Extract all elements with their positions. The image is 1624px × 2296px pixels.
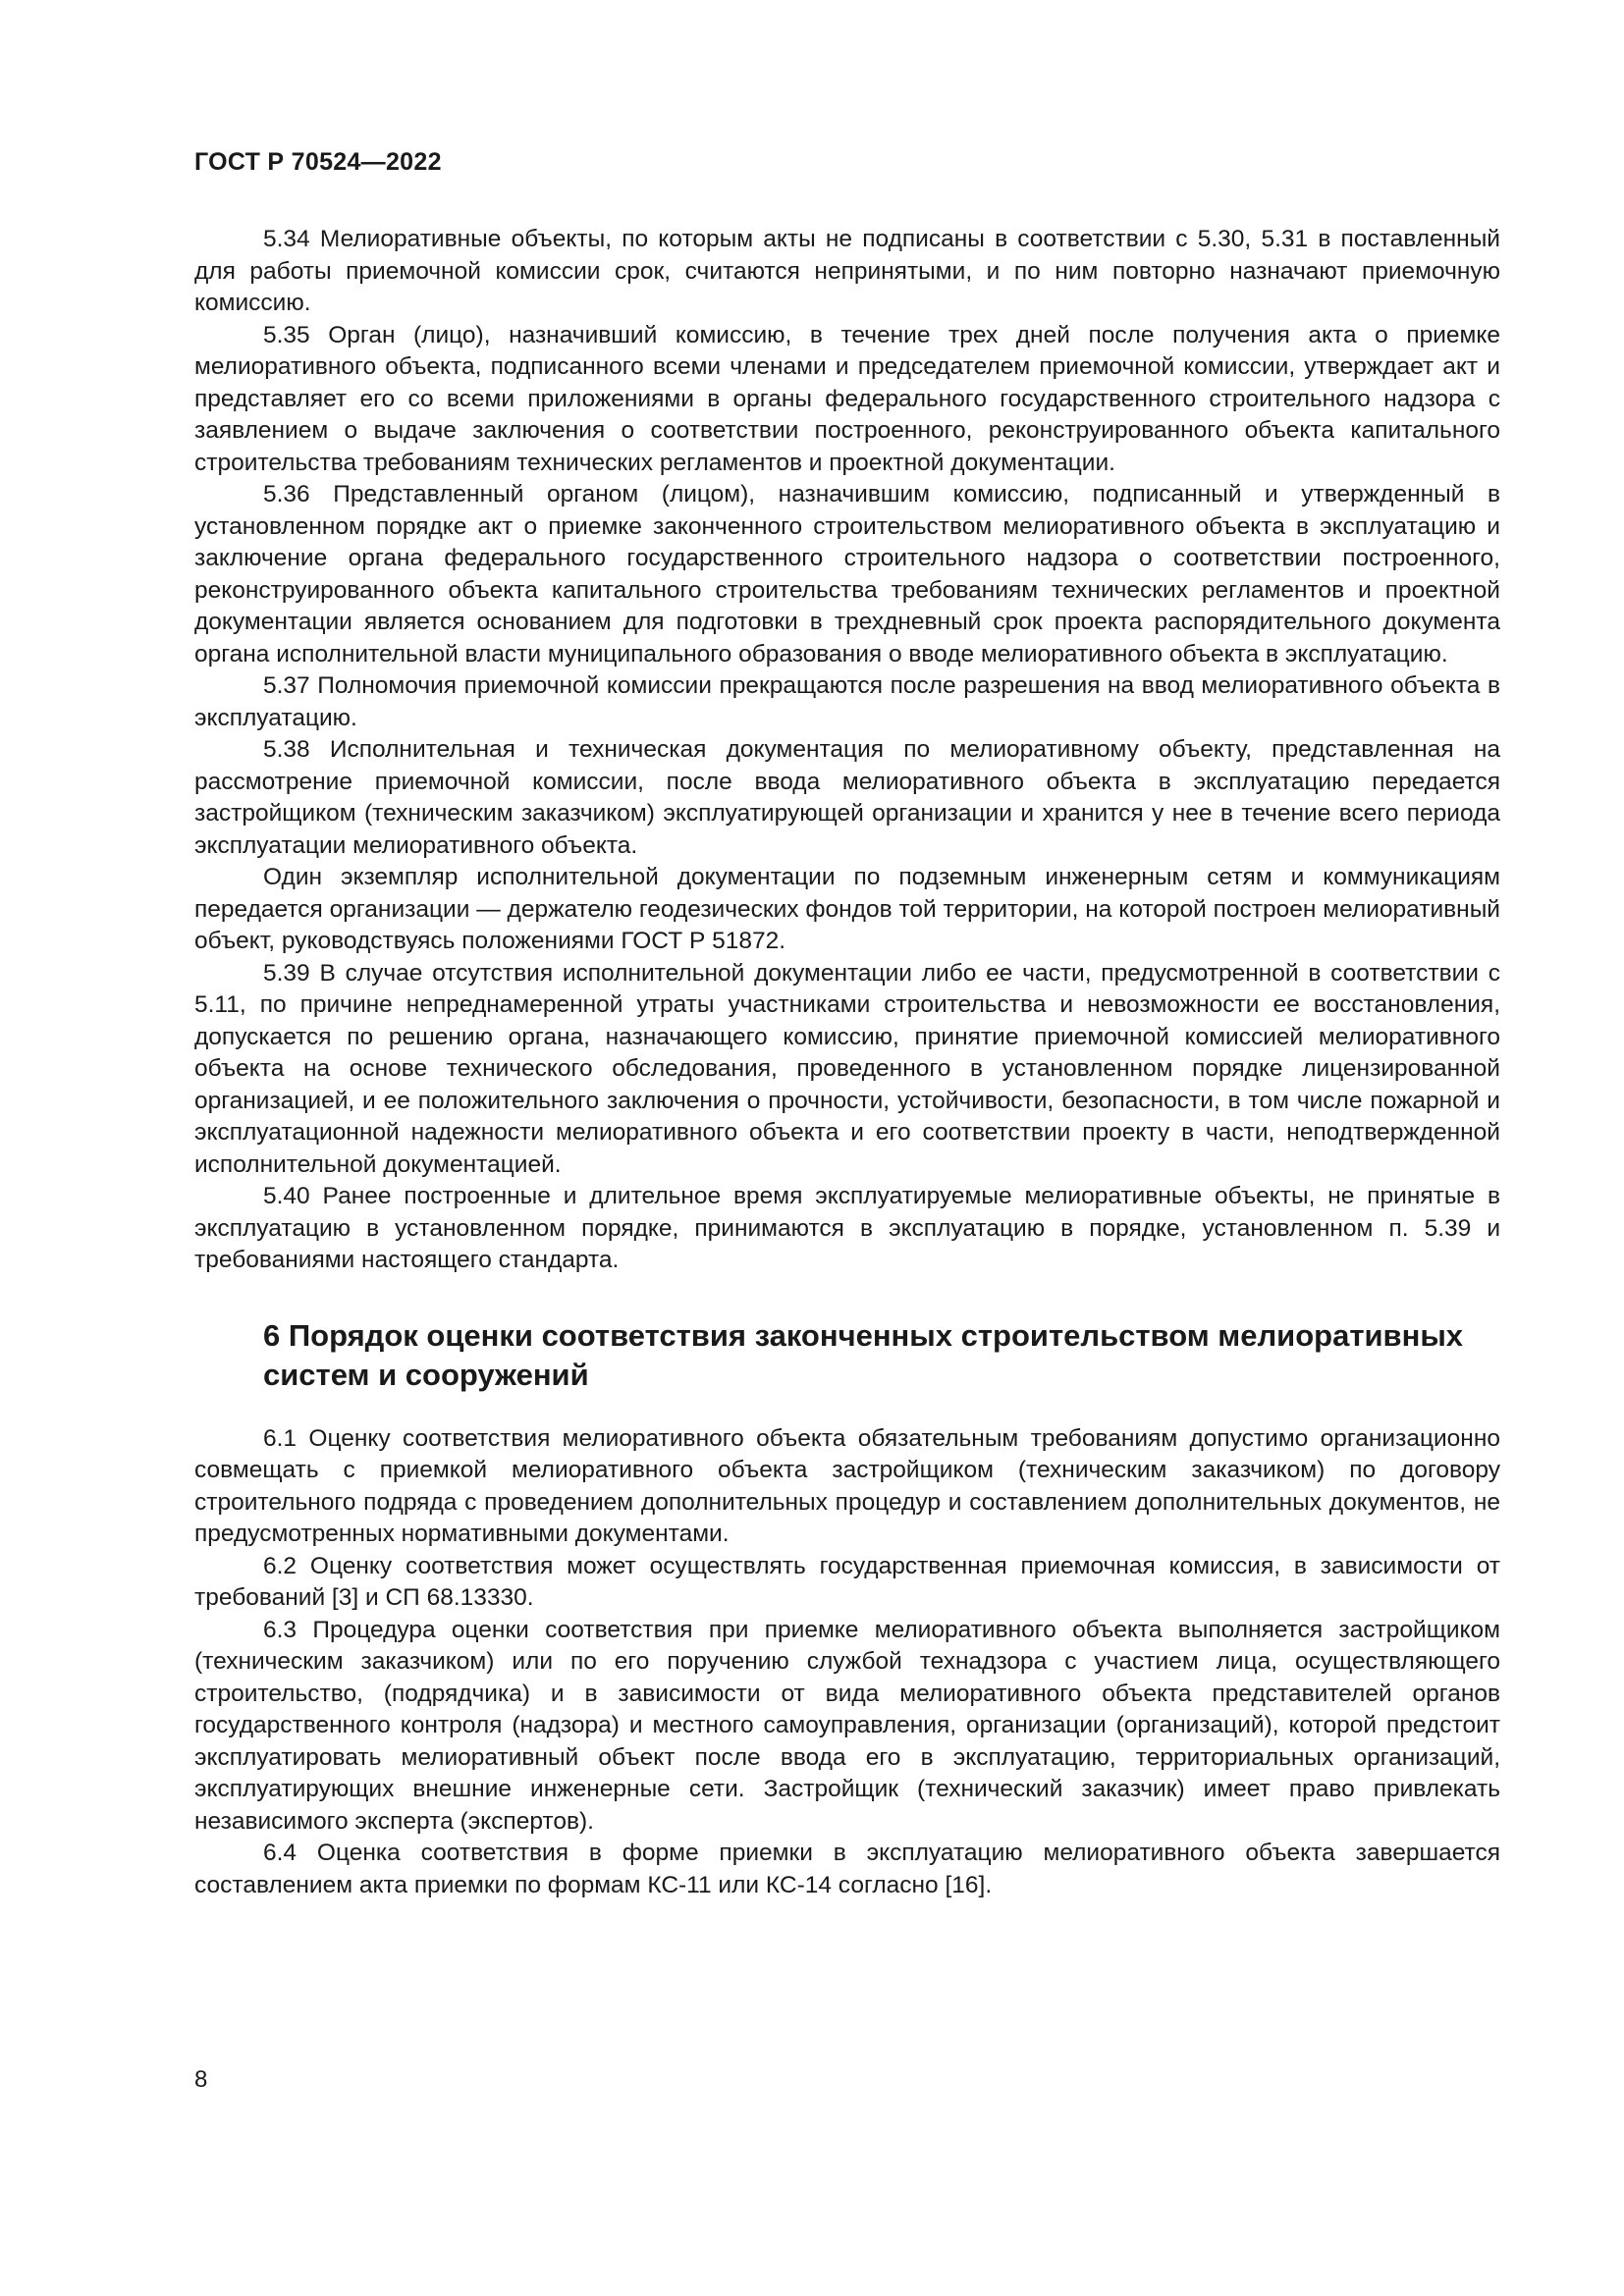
document-body [194, 224, 1500, 1901]
paragraph-5-38: 5.38 Исполнительная и техническая документация по мелиоративному объекту, представленная на рассмотрение приемочной комиссии, после ввода мелиоративного объекта в эксплуатацию передается застройщиком (техническим заказчиком) эксплуатирующей организации и хранится у нее в течение всего периода эксплуатации мелиоративного объекта. [194, 736, 1500, 859]
paragraph-5-35: 5.35 Орган (лицо), назначивший комиссию, в течение трех дней после получения акта о приемке мелиоративного объекта, подписанного всеми членами и председателем приемочной комиссии, утверждает акт и представляет его со всеми приложениями в органы федерального государственного строительного надзора с заявлением о выдаче заключения о соответствии построенного, реконструированного объекта капитального строительства требованиям технических регламентов и проектной документации. [194, 321, 1500, 476]
paragraph-6-4: 6.4 Оценка соответствия в форме приемки в эксплуатацию мелиоративного объекта завершается составлением акта приемки по формам КС-11 или КС-14 согласно [16]. [194, 1840, 1500, 1898]
section-6-title: 6 Порядок оценки соответствия законченных строительством мелиоративных систем и сооружений [263, 1317, 1464, 1392]
paragraph-5-40: 5.40 Ранее построенные и длительное время эксплуатируемые мелиоративные объекты, не принятые в эксплуатацию в установленном порядке, принимаются в эксплуатацию в порядке, установленном п. 5.39 и требованиями настоящего стандарта. [194, 1183, 1500, 1273]
page-number: 8 [194, 2066, 208, 2093]
paragraph-5-37: 5.37 Полномочия приемочной комиссии прекращаются после разрешения на ввод мелиоративного объекта в эксплуатацию. [194, 672, 1500, 731]
paragraph-6-1: 6.1 Оценку соответствия мелиоративного объекта обязательным требованиям допустимо организационно совмещать с приемкой мелиоративного объекта застройщиком (техническим заказчиком) по договору строительного подряда с проведением дополнительных процедур и составлением дополнительных документов, не предусмотренных нормативными документами. [194, 1424, 1500, 1547]
paragraph-5-34: 5.34 Мелиоративные объекты, по которым акты не подписаны в соответствии с 5.30, 5.31 в поставленный для работы приемочной комиссии срок, считаются непринятыми, и по ним повторно назначают приемочную комиссию. [194, 226, 1500, 316]
paragraph-6-3: 6.3 Процедура оценки соответствия при приемке мелиоративного объекта выполняется застройщиком (техническим заказчиком) или по его поручению службой технадзора с участием лица, осуществляющего строительство, (подрядчика) и в зависимости от вида мелиоративного объекта представителей органов государственного контроля (надзора) и местного самоуправления, организации (организаций), которой предстоит эксплуатировать мелиоративный объект после ввода его в эксплуатацию, территориальных организаций, эксплуатирующих внешние инженерные сети. Застройщик (технический заказчик) имеет право привлекать независимого эксперта (экспертов). [194, 1616, 1500, 1835]
paragraph-5-36: 5.36 Представленный органом (лицом), назначившим комиссию, подписанный и утвержденный в установленном порядке акт о приемке законченного строительством мелиоративного объекта в эксплуатацию и заключение органа федерального государственного строительного надзора о соответствии построенного, реконструированного объекта капитального строительства требованиям технических регламентов и проектной документации является основанием для подготовки в трехдневный срок проекта распорядительного документа органа исполнительной власти муниципального образования о вводе мелиоративного объекта в эксплуатацию. [194, 481, 1500, 667]
paragraph-5-38-continued: Один экземпляр исполнительной документации по подземным инженерным сетям и коммуникациям передается организации — держателю геодезических фондов той территории, на которой построен мелиоративный объект, руководствуясь положениями ГОСТ Р 51872. [194, 864, 1500, 954]
document-header: ГОСТ Р 70524—2022 [194, 148, 442, 176]
paragraph-6-2: 6.2 Оценку соответствия может осуществлять государственная приемочная комиссия, в зависимости от требований [3] и СП 68.13330. [194, 1552, 1500, 1611]
paragraph-5-39: 5.39 В случае отсутствия исполнительной документации либо ее части, предусмотренной в соответствии с 5.11, по причине непреднамеренной утраты участниками строительства и невозможности ее восстановления, допускается по решению органа, назначающего комиссию, принятие приемочной комиссией мелиоративного объекта на основе технического обследования, проведенного в установленном порядке лицензированной организацией, и ее положительного заключения о прочности, устойчивости, безопасности, в том числе пожарной и эксплуатационной надежности мелиоративного объекта и его соответствии проекту в части, неподтвержденной исполнительной документацией. [194, 959, 1500, 1178]
